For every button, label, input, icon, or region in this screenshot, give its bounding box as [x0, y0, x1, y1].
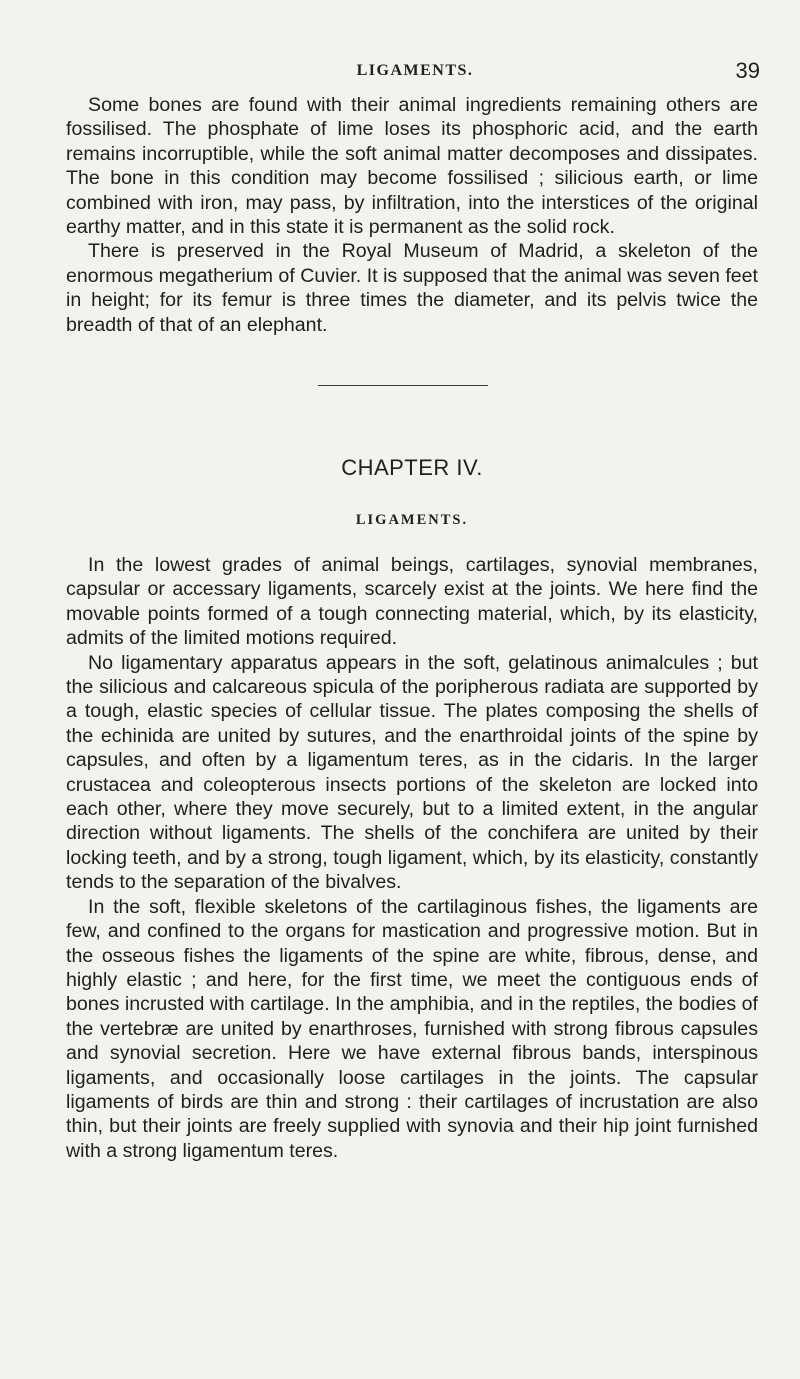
section-divider: [318, 385, 488, 386]
chapter-text-block: [66, 553, 758, 1163]
paragraph-fishes-reptiles-birds: In the soft, flexible skeletons of the cartilaginous fishes, the ligaments are few, and confined to the organs for mastication and progressive motion. But in the osseous fishes the ligaments of the spine are white, fibrous, dense, and highly elastic ; and here, for the first time, we meet the contiguous ends of bones incrusted with cartilage. In the amphibia, and in the reptiles, the bodies of the vertebræ are united by enarthroses, furnished with strong fibrous capsules and synovial secretion. Here we have external fibrous bands, interspinous ligaments, and occasionally loose cartilages in the joints. The capsular ligaments of birds are thin and strong : their cartilages of incrustation are also thin, but their joints are freely supplied with synovia and their hip joint furnished with a strong ligamentum teres.: [66, 895, 758, 1162]
page-number: 39: [735, 58, 760, 83]
paragraph-lowest-grades: In the lowest grades of animal beings, cartilages, synovial membranes, capsular or accessary ligaments, scarcely exist at the joints. We here find the movable points formed of a tough connecting material, which, by its elasticity, admits of the limited motions required.: [66, 554, 758, 650]
opening-text-block: [66, 93, 758, 337]
running-title: LIGAMENTS.: [356, 62, 474, 79]
paragraph-megatherium: There is preserved in the Royal Museum of Madrid, a skeleton of the enormous megatherium of Cuvier. It is supposed that the animal was seven feet in height; for its femur is three times the diameter, and its pelvis twice the breadth of that of an elephant.: [66, 240, 758, 336]
running-head: [70, 58, 760, 84]
paragraph-fossil-bones: Some bones are found with their animal ingredients remaining others are fossilised. The phosphate of lime loses its phosphoric acid, and the earth remains incorruptible, while the soft animal matter decomposes and dissipates. The bone in this condition may become fossilised ; silicious earth, or lime combined with iron, may pass, by infiltration, into the interstices of the original earthy matter, and in this state it is permanent as the solid rock.: [66, 94, 758, 239]
chapter-subheading: LIGAMENTS.: [355, 512, 469, 528]
paragraph-ligamentary-apparatus: No ligamentary apparatus appears in the soft, gelatinous animalcules ; but the silicious and calcareous spicula of the poripherous radiata are supported by a tough, elastic species of cellular tissue. The plates composing the shells of the echinida are united by sutures, and the enarthroidal joints of the spine by capsules, and often by a ligamentum teres, as in the cidaris. In the larger crustacea and coleopterous insects portions of the skeleton are locked into each other, where they move securely, but to a limited extent, in the angular direction without ligaments. The shells of the conchifera are united by their locking teeth, and by a strong, tough ligament, which, by its elasticity, constantly tends to the separation of the bivalves.: [66, 651, 758, 894]
chapter-heading: CHAPTER IV.: [341, 455, 483, 480]
